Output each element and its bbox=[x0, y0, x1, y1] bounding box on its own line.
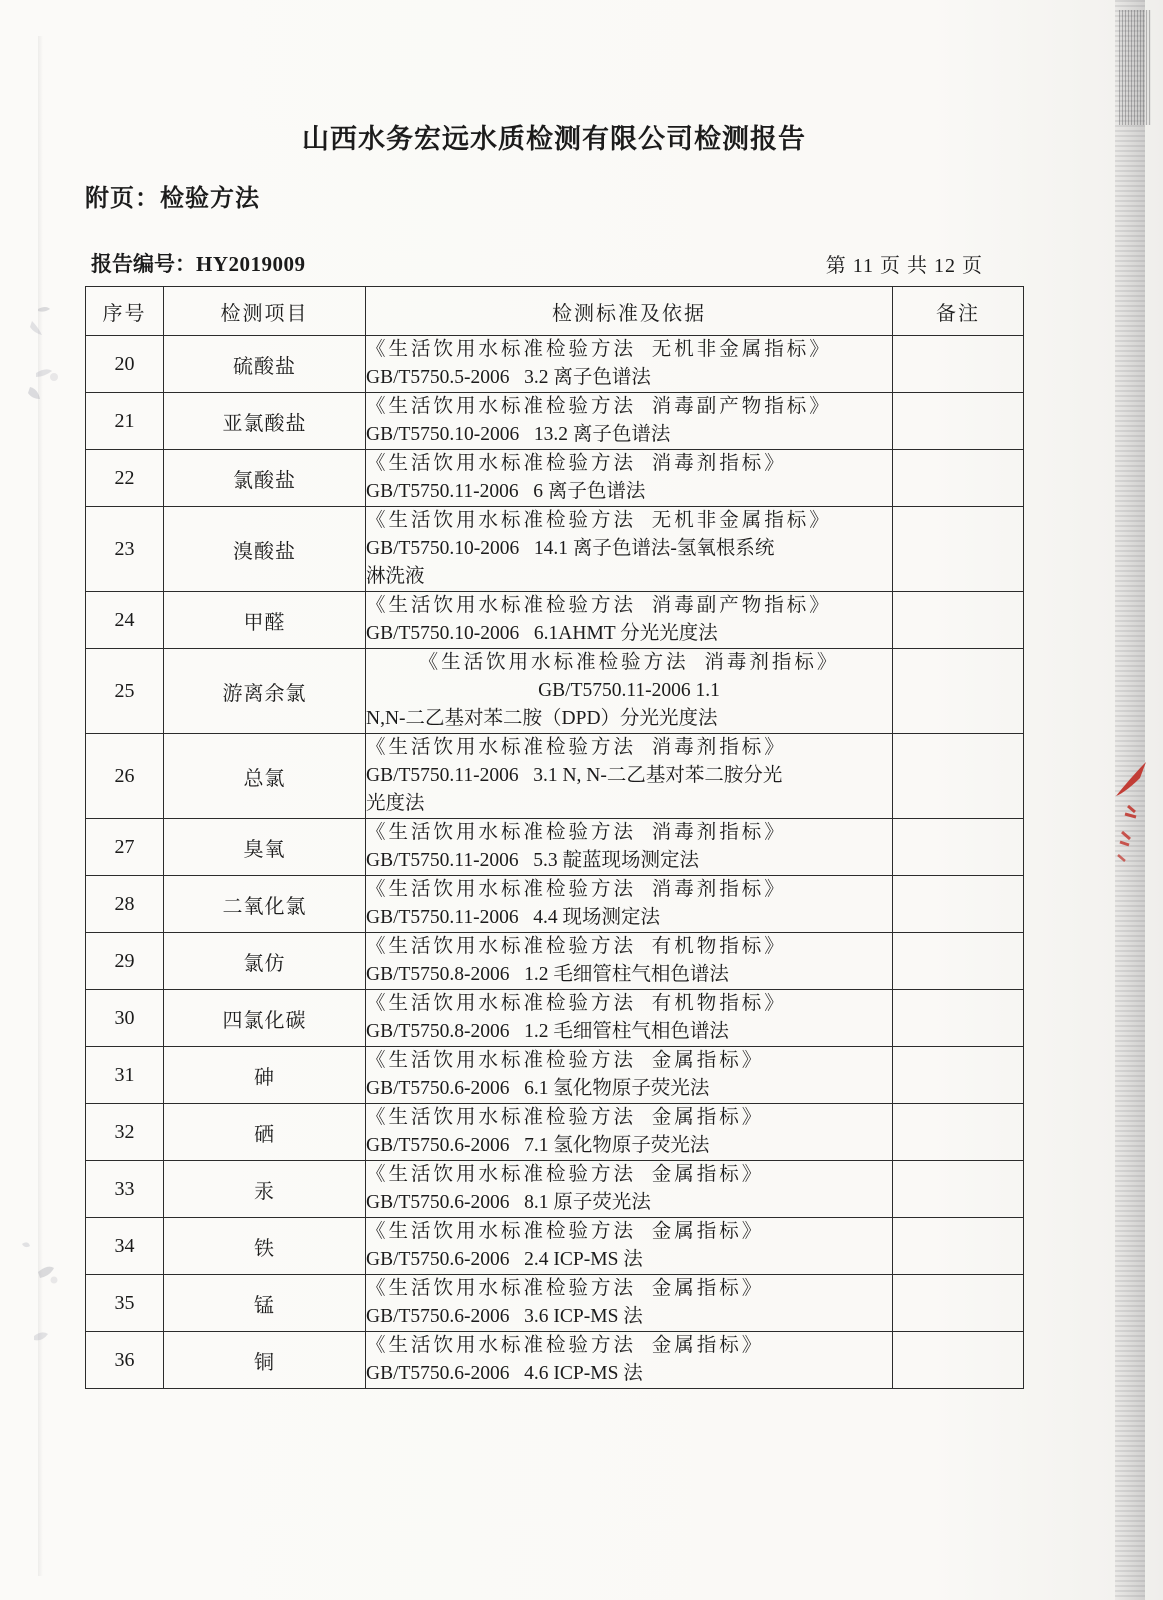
table-row bbox=[86, 990, 1024, 1047]
methods-table-body bbox=[86, 287, 1024, 1389]
standard-line: 《生活饮用水标准检验方法 金属指标》 bbox=[366, 1164, 765, 1185]
item-cell: 甲醛 bbox=[164, 592, 366, 649]
row-number-cell: 23 bbox=[86, 507, 164, 592]
table-row bbox=[86, 649, 1024, 734]
standard-line: GB/T5750.8-2006 1.2 毛细管柱气相色谱法 bbox=[366, 1021, 729, 1042]
standard-line: 《生活饮用水标准检验方法 消毒副产物指标》 bbox=[366, 595, 832, 616]
item-cell: 溴酸盐 bbox=[164, 507, 366, 592]
remark-cell bbox=[893, 734, 1024, 819]
standard-line: 《生活饮用水标准检验方法 消毒剂指标》 bbox=[366, 453, 787, 474]
item-cell: 游离余氯 bbox=[164, 649, 366, 734]
standard-cell bbox=[366, 592, 893, 649]
table-row bbox=[86, 1161, 1024, 1218]
appendix-subtitle: 附页：检验方法 bbox=[85, 185, 260, 212]
standard-line: 《生活饮用水标准检验方法 金属指标》 bbox=[366, 1221, 765, 1242]
standard-cell bbox=[366, 1275, 893, 1332]
standard-cell bbox=[366, 1104, 893, 1161]
row-number-cell: 32 bbox=[86, 1104, 164, 1161]
table-row bbox=[86, 393, 1024, 450]
item-cell: 氯酸盐 bbox=[164, 450, 366, 507]
standard-line: GB/T5750.6-2006 3.6 ICP-MS 法 bbox=[366, 1306, 643, 1327]
standard-line: 《生活饮用水标准检验方法 消毒剂指标》 bbox=[366, 879, 787, 900]
standard-line: 光度法 bbox=[366, 793, 425, 814]
standard-line: 《生活饮用水标准检验方法 消毒剂指标》 bbox=[418, 652, 840, 673]
table-row bbox=[86, 1332, 1024, 1389]
standard-cell bbox=[366, 393, 893, 450]
report-number-value: HY2019009 bbox=[196, 252, 306, 276]
remark-cell bbox=[893, 933, 1024, 990]
item-cell: 亚氯酸盐 bbox=[164, 393, 366, 450]
remark-cell bbox=[893, 592, 1024, 649]
standard-line: GB/T5750.11-2006 4.4 现场测定法 bbox=[366, 907, 660, 928]
remark-cell bbox=[893, 649, 1024, 734]
standard-line: 《生活饮用水标准检验方法 有机物指标》 bbox=[366, 936, 787, 957]
report-number bbox=[91, 248, 306, 278]
column-header: 序号 bbox=[86, 287, 164, 336]
standard-line: GB/T5750.10-2006 14.1 离子色谱法-氢氧根系统 bbox=[366, 538, 775, 559]
table-row bbox=[86, 1275, 1024, 1332]
pencil-smudge-lower bbox=[10, 1232, 70, 1362]
standard-line: GB/T5750.10-2006 6.1AHMT 分光光度法 bbox=[366, 623, 718, 644]
standard-cell bbox=[366, 1047, 893, 1104]
standard-line: GB/T5750.8-2006 1.2 毛细管柱气相色谱法 bbox=[366, 964, 729, 985]
table-row bbox=[86, 876, 1024, 933]
standard-line: GB/T5750.11-2006 3.1 N, N-二乙基对苯二胺分光 bbox=[366, 765, 783, 786]
remark-cell bbox=[893, 1047, 1024, 1104]
standard-line: GB/T5750.11-2006 5.3 靛蓝现场测定法 bbox=[366, 850, 699, 871]
remark-cell bbox=[893, 990, 1024, 1047]
row-number-cell: 26 bbox=[86, 734, 164, 819]
item-cell: 汞 bbox=[164, 1161, 366, 1218]
standard-cell bbox=[366, 734, 893, 819]
remark-cell bbox=[893, 1332, 1024, 1389]
standard-line: 《生活饮用水标准检验方法 金属指标》 bbox=[366, 1335, 765, 1356]
report-content bbox=[85, 0, 1023, 1389]
row-number-cell: 20 bbox=[86, 336, 164, 393]
meta-row bbox=[85, 250, 1023, 278]
table-row bbox=[86, 336, 1024, 393]
table-row bbox=[86, 507, 1024, 592]
column-header: 检测项目 bbox=[164, 287, 366, 336]
standard-line: 《生活饮用水标准检验方法 无机非金属指标》 bbox=[366, 339, 832, 360]
item-cell: 铜 bbox=[164, 1332, 366, 1389]
table-row bbox=[86, 1047, 1024, 1104]
item-cell: 铁 bbox=[164, 1218, 366, 1275]
standard-line: 《生活饮用水标准检验方法 无机非金属指标》 bbox=[366, 510, 832, 531]
standard-cell bbox=[366, 336, 893, 393]
standard-line: 淋洗液 bbox=[366, 566, 425, 587]
standard-line: GB/T5750.6-2006 2.4 ICP-MS 法 bbox=[366, 1249, 643, 1270]
row-number-cell: 34 bbox=[86, 1218, 164, 1275]
remark-cell bbox=[893, 336, 1024, 393]
item-cell: 硒 bbox=[164, 1104, 366, 1161]
standard-line: GB/T5750.6-2006 6.1 氢化物原子荧光法 bbox=[366, 1078, 710, 1099]
remark-cell bbox=[893, 1104, 1024, 1161]
page-indicator: 第 11 页 共 12 页 bbox=[825, 255, 983, 277]
row-number-cell: 24 bbox=[86, 592, 164, 649]
table-row bbox=[86, 819, 1024, 876]
item-cell: 氯仿 bbox=[164, 933, 366, 990]
row-number-cell: 33 bbox=[86, 1161, 164, 1218]
standard-cell bbox=[366, 876, 893, 933]
standard-cell bbox=[366, 1161, 893, 1218]
row-number-cell: 27 bbox=[86, 819, 164, 876]
row-number-cell: 22 bbox=[86, 450, 164, 507]
standard-line: 《生活饮用水标准检验方法 有机物指标》 bbox=[366, 993, 787, 1014]
row-number-cell: 29 bbox=[86, 933, 164, 990]
standard-cell bbox=[366, 1332, 893, 1389]
row-number-cell: 31 bbox=[86, 1047, 164, 1104]
item-cell: 砷 bbox=[164, 1047, 366, 1104]
standard-line: N,N-二乙基对苯二胺（DPD）分光光度法 bbox=[366, 708, 718, 729]
standard-cell bbox=[366, 819, 893, 876]
remark-cell bbox=[893, 393, 1024, 450]
remark-cell bbox=[893, 876, 1024, 933]
remark-cell bbox=[893, 1275, 1024, 1332]
standard-line: GB/T5750.10-2006 13.2 离子色谱法 bbox=[366, 424, 671, 445]
report-title: 山西水务宏远水质检测有限公司检测报告 bbox=[302, 124, 806, 154]
standard-line: GB/T5750.6-2006 7.1 氢化物原子荧光法 bbox=[366, 1135, 710, 1156]
remark-cell bbox=[893, 1218, 1024, 1275]
standard-line: 《生活饮用水标准检验方法 消毒副产物指标》 bbox=[366, 396, 832, 417]
standard-cell bbox=[366, 507, 893, 592]
table-row bbox=[86, 1104, 1024, 1161]
row-number-cell: 21 bbox=[86, 393, 164, 450]
item-cell: 总氯 bbox=[164, 734, 366, 819]
standard-line: GB/T5750.11-2006 6 离子色谱法 bbox=[366, 481, 646, 502]
report-number-label: 报告编号： bbox=[91, 253, 196, 276]
table-row bbox=[86, 592, 1024, 649]
standard-line: GB/T5750.11-2006 1.1 bbox=[538, 680, 720, 701]
standard-cell bbox=[366, 450, 893, 507]
pencil-smudge-upper bbox=[14, 295, 74, 415]
item-cell: 锰 bbox=[164, 1275, 366, 1332]
table-row bbox=[86, 933, 1024, 990]
header-row bbox=[86, 287, 1024, 336]
remark-cell bbox=[893, 507, 1024, 592]
standard-line: 《生活饮用水标准检验方法 金属指标》 bbox=[366, 1107, 765, 1128]
standard-cell bbox=[366, 1218, 893, 1275]
column-header: 备注 bbox=[893, 287, 1024, 336]
table-row bbox=[86, 734, 1024, 819]
row-number-cell: 35 bbox=[86, 1275, 164, 1332]
standard-line: 《生活饮用水标准检验方法 消毒剂指标》 bbox=[366, 737, 787, 758]
remark-cell bbox=[893, 819, 1024, 876]
row-number-cell: 36 bbox=[86, 1332, 164, 1389]
item-cell: 臭氧 bbox=[164, 819, 366, 876]
standard-line: 《生活饮用水标准检验方法 金属指标》 bbox=[366, 1278, 765, 1299]
standard-line: 《生活饮用水标准检验方法 金属指标》 bbox=[366, 1050, 765, 1071]
scan-edge-dark-streak bbox=[1119, 10, 1151, 125]
column-header: 检测标准及依据 bbox=[366, 287, 893, 336]
table-row bbox=[86, 450, 1024, 507]
remark-cell bbox=[893, 1161, 1024, 1218]
item-cell: 二氧化氯 bbox=[164, 876, 366, 933]
standard-line: GB/T5750.6-2006 4.6 ICP-MS 法 bbox=[366, 1363, 643, 1384]
item-cell: 硫酸盐 bbox=[164, 336, 366, 393]
table-row bbox=[86, 1218, 1024, 1275]
standard-cell bbox=[366, 649, 893, 734]
row-number-cell: 25 bbox=[86, 649, 164, 734]
row-number-cell: 30 bbox=[86, 990, 164, 1047]
standard-line: GB/T5750.6-2006 8.1 原子荧光法 bbox=[366, 1192, 651, 1213]
row-number-cell: 28 bbox=[86, 876, 164, 933]
methods-table bbox=[85, 286, 1024, 1389]
item-cell: 四氯化碳 bbox=[164, 990, 366, 1047]
standard-cell bbox=[366, 990, 893, 1047]
red-ink-mark bbox=[1106, 752, 1154, 867]
standard-line: 《生活饮用水标准检验方法 消毒剂指标》 bbox=[366, 822, 787, 843]
remark-cell bbox=[893, 450, 1024, 507]
standard-cell bbox=[366, 933, 893, 990]
standard-line: GB/T5750.5-2006 3.2 离子色谱法 bbox=[366, 367, 651, 388]
